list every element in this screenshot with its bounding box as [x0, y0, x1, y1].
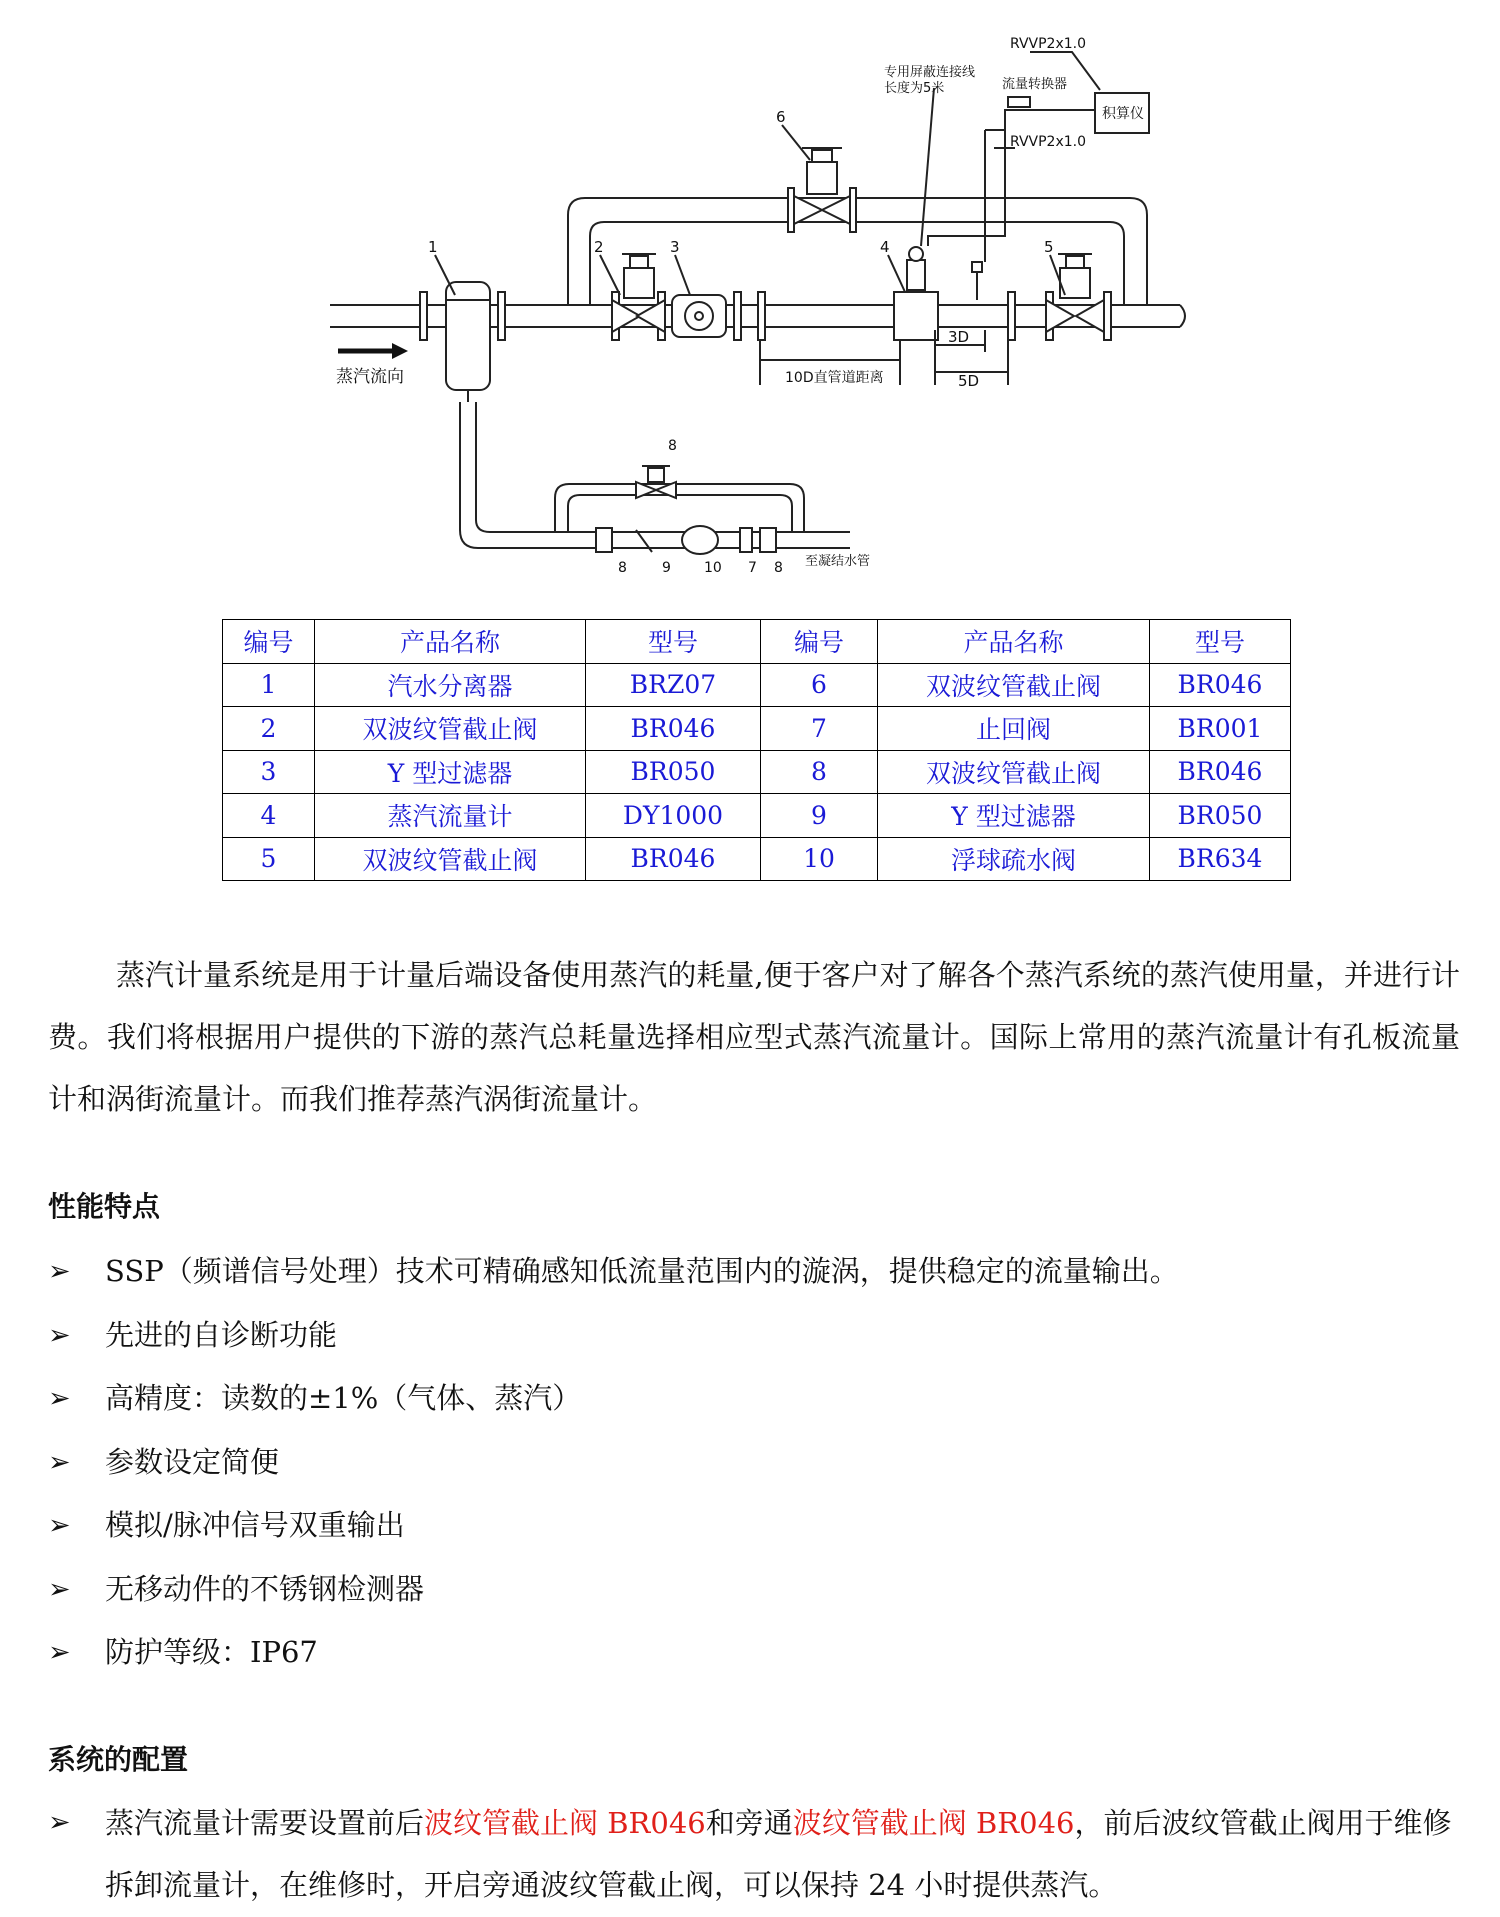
table-cell: DY1000	[586, 794, 761, 838]
table-cell: BR046	[586, 837, 761, 881]
bullet-arrow-icon: ➢	[48, 1510, 71, 1541]
callout-8-left: 8	[618, 560, 627, 576]
header-model: 型号	[586, 620, 761, 664]
bullet-arrow-icon: ➢	[48, 1446, 71, 1478]
table-cell: BR050	[1150, 794, 1291, 838]
table-cell: 蒸汽流量计	[315, 794, 586, 838]
table-header-row	[223, 620, 1291, 664]
table-cell: 5	[223, 837, 315, 881]
piping-diagram	[320, 25, 1200, 585]
feature-item: ➢ 参数设定简便	[48, 1431, 1468, 1495]
feature-item: ➢ 防护等级：IP67	[48, 1621, 1468, 1685]
header-number: 编号	[223, 620, 315, 664]
table-row	[223, 794, 1291, 838]
callout-2: 2	[594, 238, 604, 256]
table-cell: 止回阀	[878, 707, 1150, 751]
table-cell: Y 型过滤器	[315, 750, 586, 794]
table-cell: 汽水分离器	[315, 663, 586, 707]
cable-label-top: RVVP2x1.0	[1010, 36, 1087, 52]
valve-highlight: 波纹管截止阀 BR046	[792, 1806, 1075, 1840]
table-cell: 8	[761, 750, 878, 794]
table-cell: 9	[761, 794, 878, 838]
table-cell: 3	[223, 750, 315, 794]
table-cell: BR050	[586, 750, 761, 794]
table-row	[223, 750, 1291, 794]
upstream-distance-label: 10D直管道距离	[785, 370, 884, 386]
table-cell: 4	[223, 794, 315, 838]
callout-7: 7	[748, 560, 757, 576]
feature-item: ➢ 高精度：读数的±1%（气体、蒸汽）	[48, 1367, 1468, 1431]
callout-10: 10	[704, 560, 722, 576]
shield-cable-label: 专用屏蔽连接线	[884, 65, 976, 80]
table-cell: BR046	[586, 707, 761, 751]
configuration-heading: 系统的配置	[48, 1743, 189, 1776]
callout-5: 5	[1044, 238, 1054, 256]
bullet-arrow-icon: ➢	[48, 1319, 71, 1351]
bullet-arrow-icon: ➢	[48, 1573, 71, 1605]
feature-item: ➢ SSP（频谱信号处理）技术可精确感知低流量范围内的漩涡，提供稳定的流量输出。	[48, 1240, 1468, 1304]
table-cell: BR046	[1150, 750, 1291, 794]
header-number: 编号	[761, 620, 878, 664]
table-cell: 10	[761, 837, 878, 881]
bullet-arrow-icon: ➢	[48, 1256, 71, 1287]
table-row	[223, 837, 1291, 881]
table-cell: BR046	[1150, 663, 1291, 707]
table-cell: 双波纹管截止阀	[878, 750, 1150, 794]
callout-8-top: 8	[668, 438, 677, 454]
header-model: 型号	[1150, 620, 1291, 664]
callout-4: 4	[880, 238, 890, 256]
configuration-item: ➢ 蒸汽流量计需要设置前后波纹管截止阀 BR046和旁通波纹管截止阀 BR046，前后波纹管截止阀用于维修拆卸流量计，在维修时，开启旁通波纹管截止阀，可以保持 24 小时提供蒸汽。	[48, 1792, 1468, 1916]
flow-direction-label: 蒸汽流向	[336, 367, 404, 387]
callout-9: 9	[662, 560, 671, 576]
shield-cable-length-label: 长度为5米	[884, 81, 945, 96]
callout-6: 6	[776, 108, 786, 126]
bullet-arrow-icon: ➢	[48, 1807, 71, 1838]
header-product-name: 产品名称	[878, 620, 1150, 664]
bullet-arrow-icon: ➢	[48, 1383, 71, 1414]
table-cell: Y 型过滤器	[878, 794, 1150, 838]
table-cell: 浮球疏水阀	[878, 837, 1150, 881]
header-product-name: 产品名称	[315, 620, 586, 664]
feature-item: ➢ 模拟/脉冲信号双重输出	[48, 1494, 1468, 1558]
configuration-list	[48, 1792, 1468, 1916]
dim-5d-label: 5D	[958, 372, 980, 390]
cable-label-mid: RVVP2x1.0	[1010, 134, 1087, 150]
drain-label: 至凝结水管	[805, 554, 871, 569]
product-table	[222, 619, 1291, 881]
bullet-arrow-icon: ➢	[48, 1637, 71, 1668]
callout-8-right: 8	[774, 560, 783, 576]
callout-1: 1	[428, 238, 438, 256]
features-heading: 性能特点	[48, 1190, 161, 1223]
table-cell: 6	[761, 663, 878, 707]
callout-3: 3	[670, 238, 680, 256]
table-cell: BR634	[1150, 837, 1291, 881]
table-cell: 双波纹管截止阀	[878, 663, 1150, 707]
table-cell: 双波纹管截止阀	[315, 707, 586, 751]
dim-3d-label: 3D	[948, 328, 970, 346]
feature-item: ➢ 先进的自诊断功能	[48, 1304, 1468, 1368]
table-cell: 2	[223, 707, 315, 751]
table-row	[223, 707, 1291, 751]
table-cell: BR001	[1150, 707, 1291, 751]
intro-paragraph: 蒸汽计量系统是用于计量后端设备使用蒸汽的耗量,便于客户对了解各个蒸汽系统的蒸汽使用量，并进行计费。我们将根据用户提供的下游的蒸汽总耗量选择相应型式蒸汽流量计。国际上常用的蒸汽流量计有孔板流量计和涡街流量计。而我们推荐蒸汽涡街流量计。	[48, 958, 1460, 1116]
valve-highlight: 波纹管截止阀 BR046	[424, 1806, 706, 1840]
table-cell: 7	[761, 707, 878, 751]
converter-label: 流量转换器	[1002, 77, 1068, 92]
table-row	[223, 663, 1291, 707]
table-cell: 1	[223, 663, 315, 707]
totalizer-label: 积算仪	[1102, 106, 1144, 122]
feature-item: ➢ 无移动件的不锈钢检测器	[48, 1558, 1468, 1622]
table-cell: BRZ07	[586, 663, 761, 707]
table-cell: 双波纹管截止阀	[315, 837, 586, 881]
features-list	[48, 1240, 1468, 1685]
